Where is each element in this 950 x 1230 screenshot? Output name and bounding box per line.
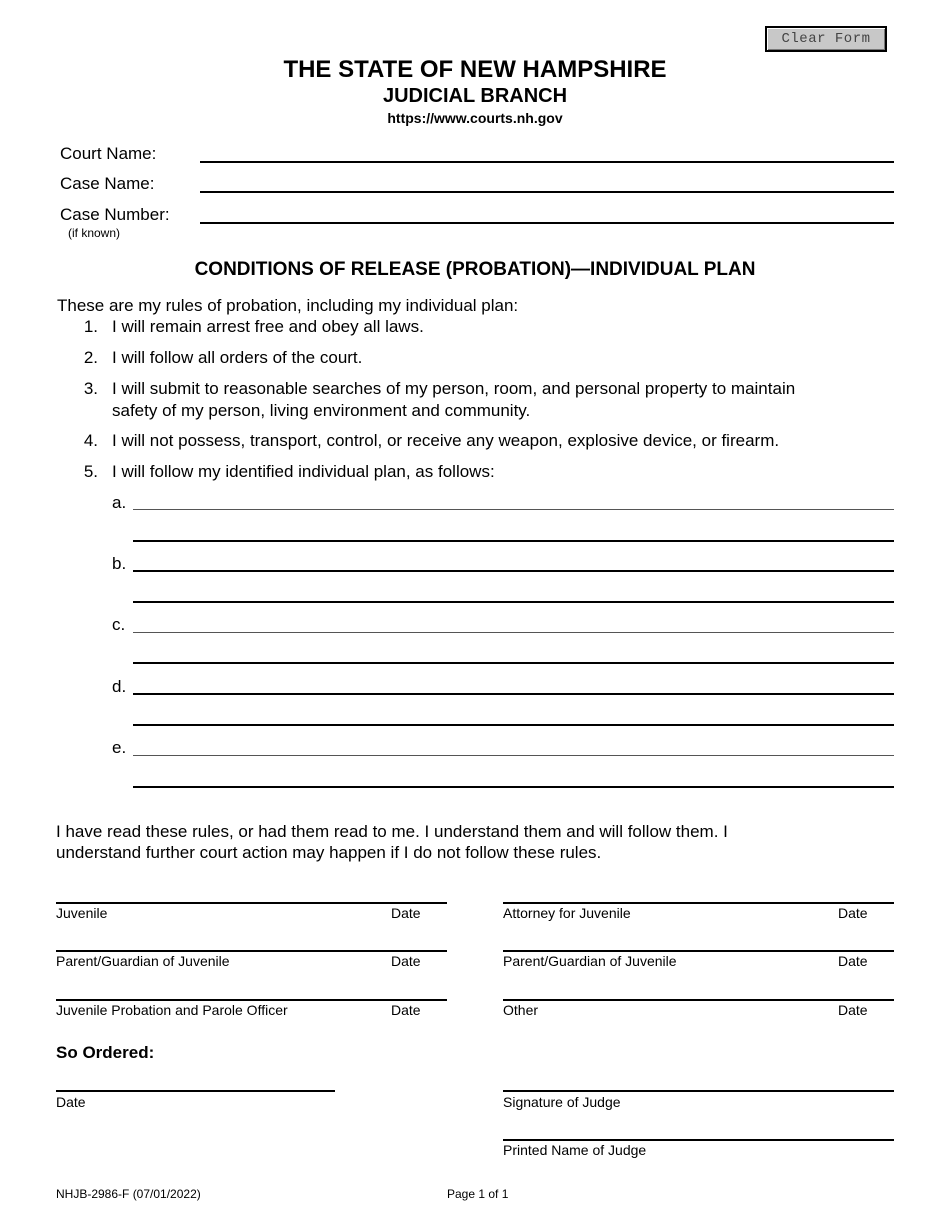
- so-ordered-heading: So Ordered:: [56, 1043, 155, 1062]
- date-label: Date: [391, 1002, 421, 1018]
- signature-label: Attorney for Juvenile: [503, 905, 631, 921]
- plan-item-label: b.: [112, 554, 127, 573]
- juvenile-signature-line[interactable]: [56, 902, 447, 904]
- order-date-line[interactable]: [56, 1090, 335, 1092]
- judge-printed-name-line[interactable]: [503, 1139, 894, 1141]
- plan-item-c-field[interactable]: [133, 632, 894, 633]
- plan-item-b-field[interactable]: [133, 570, 894, 572]
- rule-text: I will not possess, transport, control, or receive any weapon, explosive device, or firearm.: [112, 431, 780, 450]
- rule-text-continued: safety of my person, living environment and community.: [112, 401, 531, 420]
- signature-label: Parent/Guardian of Juvenile: [503, 953, 677, 969]
- judge-printed-name-label: Printed Name of Judge: [503, 1142, 647, 1158]
- plan-item-label: e.: [112, 738, 127, 757]
- plan-item-a-field[interactable]: [133, 509, 894, 510]
- case-number-field[interactable]: [200, 222, 894, 224]
- date-label: Date: [838, 905, 868, 921]
- parent-guardian-signature-line[interactable]: [503, 950, 894, 952]
- case-number-note: (if known): [68, 226, 121, 240]
- form-id: NHJB-2986-F (07/01/2022): [56, 1187, 201, 1201]
- plan-item-label: d.: [112, 677, 127, 696]
- plan-item-label: c.: [112, 615, 126, 634]
- rule-number: 2.: [83, 348, 98, 367]
- plan-item-c-field-line2[interactable]: [133, 662, 894, 664]
- rule-text: I will remain arrest free and obey all laws.: [112, 317, 424, 336]
- judge-signature-label: Signature of Judge: [503, 1094, 621, 1110]
- probation-officer-signature-line[interactable]: [56, 999, 447, 1001]
- state-title: THE STATE OF NEW HAMPSHIRE: [283, 56, 667, 83]
- acknowledgement-line1: I have read these rules, or had them read to me. I understand them and will follow them. I: [56, 822, 728, 841]
- rule-number: 1.: [83, 317, 98, 336]
- plan-item-e-field[interactable]: [133, 755, 894, 756]
- plan-item-d-field-line2[interactable]: [133, 724, 894, 726]
- court-name-field[interactable]: [200, 161, 894, 163]
- plan-item-d-field[interactable]: [133, 693, 894, 695]
- signature-label: Other: [503, 1002, 539, 1018]
- acknowledgement-line2: understand further court action may happen if I do not follow these rules.: [56, 843, 602, 862]
- intro-text: These are my rules of probation, including my individual plan:: [57, 296, 519, 315]
- branch-title: JUDICIAL BRANCH: [382, 85, 568, 107]
- case-name-field[interactable]: [200, 191, 894, 193]
- order-date-label: Date: [56, 1094, 86, 1110]
- case-name-label: Case Name:: [60, 174, 155, 193]
- court-name-label: Court Name:: [60, 144, 157, 163]
- rule-text: I will submit to reasonable searches of my person, room, and personal property to maintain: [112, 379, 796, 398]
- rule-number: 3.: [83, 379, 98, 398]
- signature-label: Juvenile Probation and Parole Officer: [56, 1002, 288, 1018]
- date-label: Date: [391, 905, 421, 921]
- other-signature-line[interactable]: [503, 999, 894, 1001]
- judge-signature-line[interactable]: [503, 1090, 894, 1092]
- page-number: Page 1 of 1: [447, 1187, 509, 1201]
- attorney-signature-line[interactable]: [503, 902, 894, 904]
- court-url: https://www.courts.nh.gov: [387, 110, 563, 126]
- plan-item-label: a.: [112, 493, 127, 512]
- rule-text: I will follow all orders of the court.: [112, 348, 363, 367]
- date-label: Date: [838, 1002, 868, 1018]
- signature-label: Juvenile: [56, 905, 108, 921]
- form-title: CONDITIONS OF RELEASE (PROBATION)—INDIVIDUAL PLAN: [194, 259, 756, 280]
- rule-number: 5.: [83, 462, 98, 481]
- plan-item-b-field-line2[interactable]: [133, 601, 894, 603]
- signature-label: Parent/Guardian of Juvenile: [56, 953, 230, 969]
- plan-item-e-field-line2[interactable]: [133, 786, 894, 788]
- plan-item-a-field-line2[interactable]: [133, 540, 894, 542]
- parent-guardian-signature-line[interactable]: [56, 950, 447, 952]
- date-label: Date: [838, 953, 868, 969]
- case-number-label: Case Number:: [60, 205, 170, 224]
- date-label: Date: [391, 953, 421, 969]
- rule-text: I will follow my identified individual plan, as follows:: [112, 462, 495, 481]
- clear-form-button[interactable]: Clear Form: [765, 26, 887, 52]
- rule-number: 4.: [83, 431, 98, 450]
